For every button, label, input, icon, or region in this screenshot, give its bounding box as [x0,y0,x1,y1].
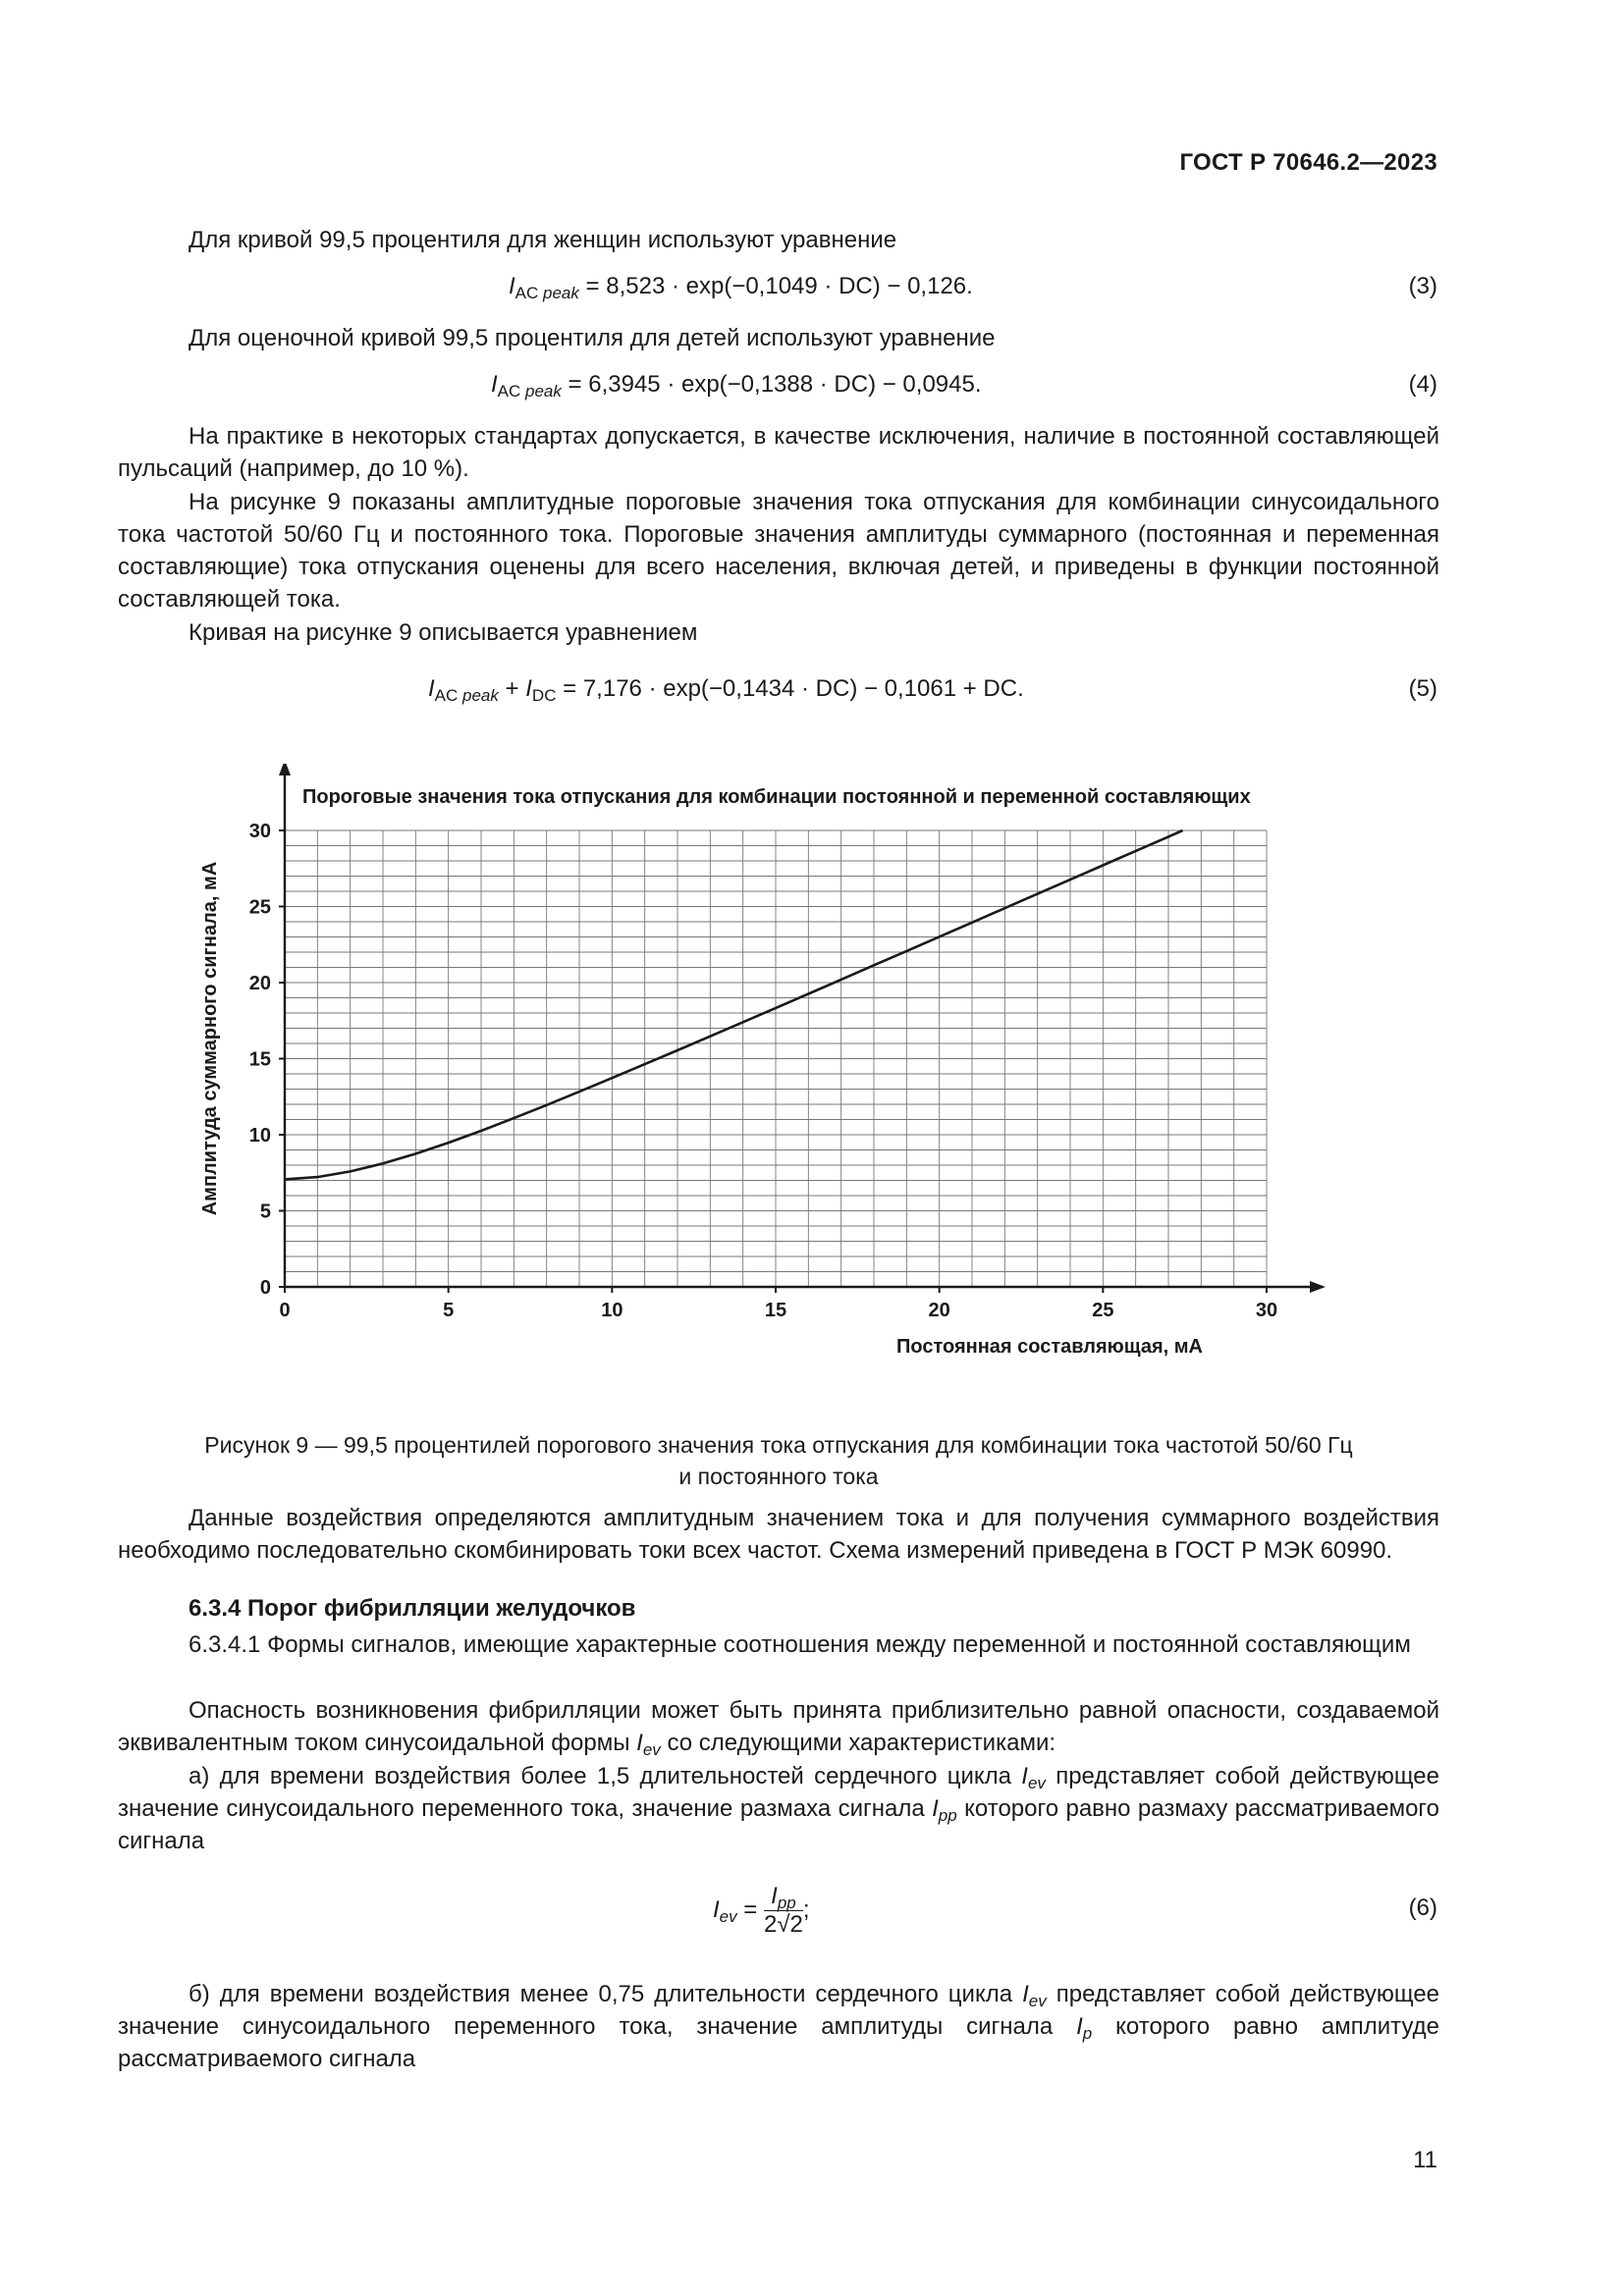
series-line [285,830,1183,1179]
x-tick-label: 30 [1255,1300,1278,1321]
paragraph: Опасность возникновения фибрилляции может быть принята приблизительно равной опасности, создаваемой эквивалентным током синусоидальной формы $I_{ev}$ со следующими характеристиками: [118,1697,1439,1759]
y-axis-label: Амплитуда суммарного сигнала, мА [199,861,221,1216]
document-id: ГОСТ Р 70646.2—2023 [1179,149,1437,176]
y-tick-label: 25 [248,896,271,919]
x-axis-label: Постоянная составляющая, мА [896,1336,1203,1358]
y-axis-arrow [279,764,291,775]
paragraph: На практике в некоторых стандартах допускается, в качестве исключения, наличие в постоянной составляющей пульсаций (например, до 10 %). [118,423,1439,482]
paragraph: а) для времени воздействия более 1,5 длительностей сердечного цикла $I_{ev}$ представляет собой действующее значение синусоидального переменного тока, значение размаха сигнала $I_{pp}$ которого равно размаху рассматриваемого сигнала [118,1763,1439,1854]
section-heading: 6.3.4 Порог фибрилляции желудочков [189,1595,636,1622]
chart-title: Пороговые значения тока отпускания для комбинации постоянной и переменной составляющих [302,786,1251,808]
y-tick-label: 15 [248,1048,271,1071]
x-tick-label: 20 [928,1300,950,1321]
equation-6: $I_{ev}$ = $\frac{I_{pp}}{2√2}$ ; [713,1883,810,1938]
equation-3: $I_{AC peak} = 8,523 \cdot \exp(-0,1049 \cdot DC) - 0,126$. [509,273,973,302]
paragraph: Кривая на рисунке 9 описывается уравнением [189,619,698,646]
x-tick-label: 10 [601,1300,623,1321]
x-tick-label: 0 [279,1300,291,1321]
equation-5: $I_{AC peak} + I_{DC} = 7,176 \cdot \exp(-0,1434 \cdot DC) - 0,1061$ + DC. [428,675,1024,705]
paragraph: На рисунке 9 показаны амплитудные пороговые значения тока отпускания для комбинации синусоидального тока частотой 50/60 Гц и постоянного тока. Пороговые значения амплитуды суммарного (постоянная и переменная составляющие) тока отпускания оценены для всего населения, включая детей, и приведены в функции постоянной составляющей тока. [118,489,1439,613]
chart-grid [285,830,1267,1287]
x-tick-label: 15 [764,1300,787,1321]
figure-caption: Рисунок 9 — 99,5 процентилей порогового значения тока отпускания для комбинации тока частотой 50/60 Гц и постоянного тока [204,1432,1353,1489]
threshold-chart [187,764,1345,1372]
equation-number: (6) [1408,1895,1437,1921]
paragraph: 6.3.4.1 Формы сигналов, имеющие характерные соотношения между переменной и постоянной составляющим [189,1631,1411,1658]
y-tick-label: 20 [248,973,271,994]
equation-4: $I_{AC peak} = 6,3945 \cdot \exp(-0,1388 \cdot DC) - 0,0945$. [491,371,982,400]
y-tick-label: 5 [259,1201,271,1223]
equation-number: (5) [1408,675,1437,702]
paragraph: Для кривой 99,5 процентиля для женщин используют уравнение [189,227,897,253]
chart-ticks [249,821,1277,1321]
paragraph: Данные воздействия определяются амплитудным значением тока и для получения суммарного воздействия необходимо последовательно скомбинировать токи всех частот. Схема измерений приведена в ГОСТ Р МЭК 60990. [118,1505,1439,1564]
x-axis-arrow [1310,1281,1326,1293]
y-tick-label: 0 [259,1277,271,1299]
paragraph: Для оценочной кривой 99,5 процентиля для детей используют уравнение [189,325,996,351]
y-tick-label: 30 [248,821,271,842]
page-number: 11 [1413,2147,1437,2173]
equation-number: (4) [1408,371,1437,398]
y-tick-label: 10 [248,1125,271,1147]
x-tick-label: 25 [1092,1300,1114,1321]
x-tick-label: 5 [443,1300,455,1321]
equation-number: (3) [1408,273,1437,299]
paragraph: б) для времени воздействия менее 0,75 длительности сердечного цикла $I_{ev}$ представляет собой действующее значение синусоидального переменного тока, значение амплитуды сигнала $I_p$ которого равно амплитуде рассматриваемого сигнала [118,1981,1440,2072]
